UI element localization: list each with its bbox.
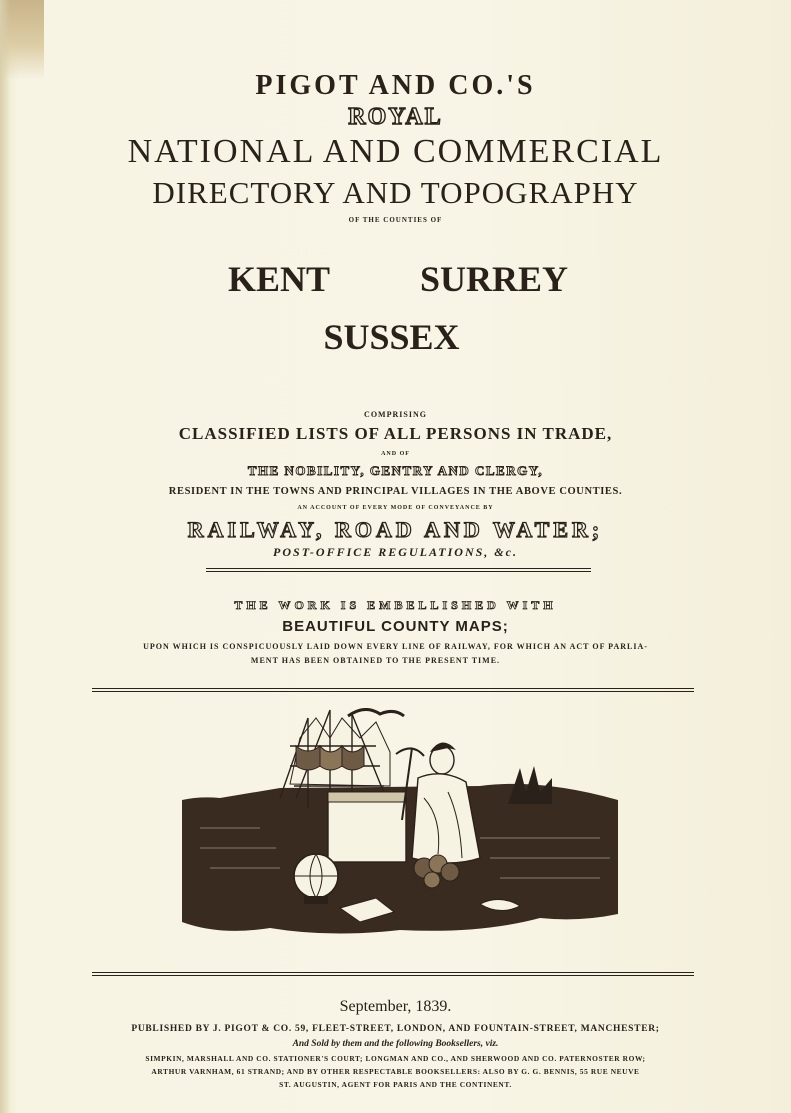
nobility-line: THE NOBILITY, GENTRY AND CLERGY, xyxy=(247,463,544,478)
comprising-label: COMPRISING xyxy=(364,410,427,419)
published-by-line: PUBLISHED BY J. PIGOT & CO. 59, FLEET-STREET, LONDON, AND FOUNTAIN-STREET, MANCHESTER; xyxy=(131,1024,660,1034)
publication-date: September, 1839. xyxy=(339,998,452,1015)
divider-rule xyxy=(206,568,591,572)
booksellers-line-2: ARTHUR VARNHAM, 61 STRAND; AND BY OTHER RESPECTABLE BOOKSELLERS: ALSO BY G. G. BENNIS, 55 RUE NEUVE xyxy=(151,1067,640,1076)
county-maps-line: BEAUTIFUL COUNTY MAPS; xyxy=(282,618,509,635)
sold-by-line: And Sold by them and the following Booksellers, viz. xyxy=(292,1039,499,1049)
counties-of-label: OF THE COUNTIES OF xyxy=(348,216,443,224)
railway-note-line-1: UPON WHICH IS CONSPICUOUSLY LAID DOWN EVERY LINE OF RAILWAY, FOR WHICH AN ACT OF PARLIA- xyxy=(143,642,648,651)
county-surrey: SURREY xyxy=(420,259,569,299)
vignette-engraving xyxy=(180,708,620,940)
post-office-line: POST-OFFICE REGULATIONS, &c. xyxy=(273,545,518,559)
royal-heading: ROYAL xyxy=(348,104,443,130)
booksellers-line-1: SIMPKIN, MARSHALL AND CO. STATIONER'S COURT; LONGMAN AND CO., AND SHERWOOD AND CO. PATERNOSTER ROW; xyxy=(145,1054,646,1063)
embellished-line: THE WORK IS EMBELLISHED WITH xyxy=(234,598,557,612)
county-kent: KENT xyxy=(228,259,331,299)
account-line: AN ACCOUNT OF EVERY MODE OF CONVEYANCE BY xyxy=(297,505,494,511)
divider-rule xyxy=(92,972,694,976)
directory-topography-heading: DIRECTORY AND TOPOGRAPHY xyxy=(152,175,639,210)
county-sussex: SUSSEX xyxy=(323,317,460,357)
national-commercial-heading: NATIONAL AND COMMERCIAL xyxy=(127,133,664,170)
publisher-line: PIGOT AND CO.'S xyxy=(255,70,536,101)
classified-lists-line: CLASSIFIED LISTS OF ALL PERSONS IN TRADE, xyxy=(178,424,613,443)
railway-road-water-line: RAILWAY, ROAD AND WATER; xyxy=(187,517,604,542)
railway-note-line-2: MENT HAS BEEN OBTAINED TO THE PRESENT TIME. xyxy=(250,656,501,665)
resident-line: RESIDENT IN THE TOWNS AND PRINCIPAL VILLAGES IN THE ABOVE COUNTIES. xyxy=(168,486,623,497)
and-of-label: AND OF xyxy=(381,451,410,457)
divider-rule xyxy=(92,688,694,692)
booksellers-line-3: ST. AUGUSTIN, AGENT FOR PARIS AND THE CONTINENT. xyxy=(279,1080,512,1089)
